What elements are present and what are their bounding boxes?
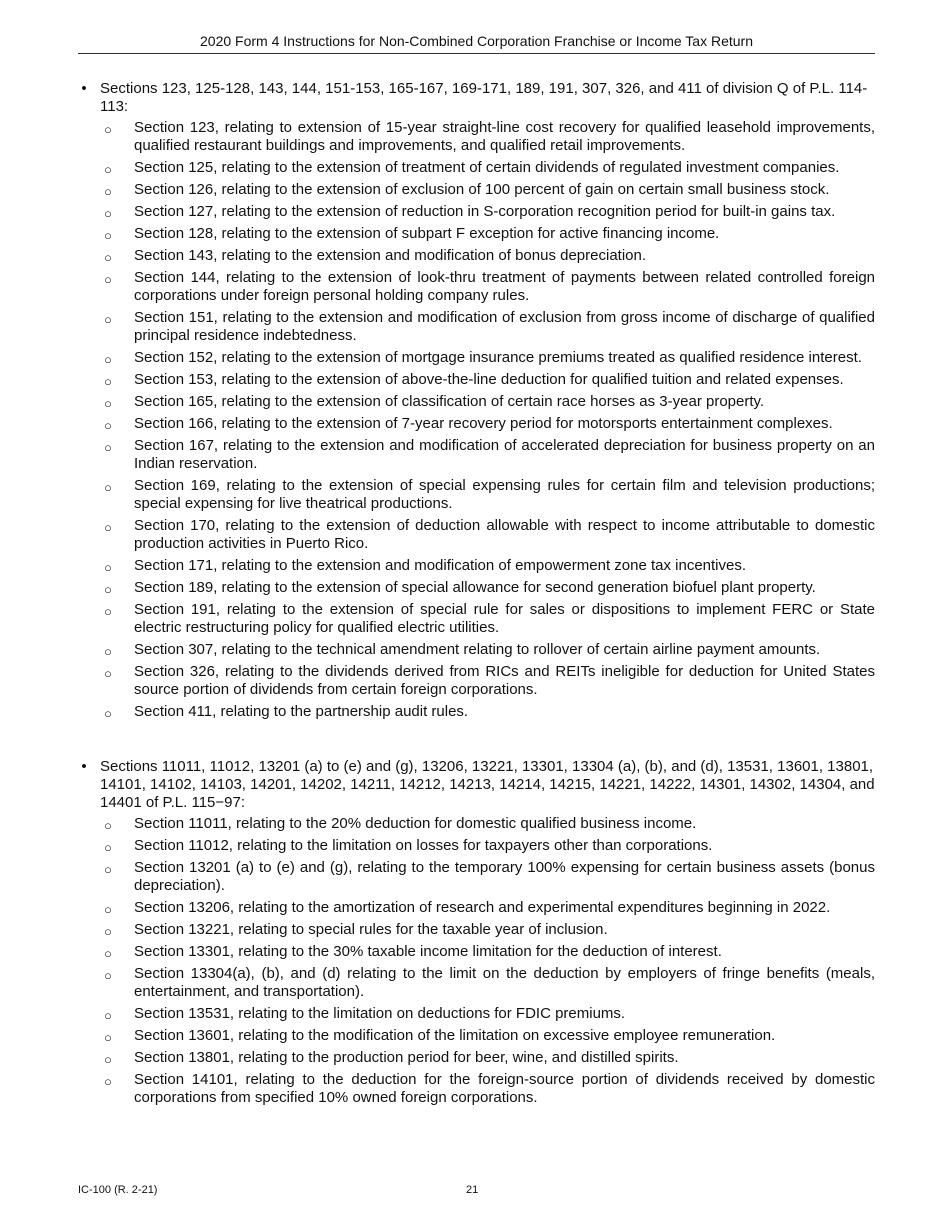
list-item <box>100 225 875 243</box>
list-item <box>100 579 875 597</box>
circle-bullet-icon: ○ <box>104 396 112 411</box>
list-item-text: Section 326, relating to the dividends derived from RICs and REITs ineligible for deduction for United States source portion of dividends from certain foreign corporations. <box>134 663 875 698</box>
circle-bullet-icon: ○ <box>104 440 112 455</box>
circle-bullet-icon: ○ <box>104 206 112 221</box>
section-list <box>78 80 875 1107</box>
list-item <box>100 415 875 433</box>
list-item <box>100 309 875 345</box>
circle-bullet-icon: ○ <box>104 604 112 619</box>
list-item <box>100 557 875 575</box>
list-item <box>100 899 875 917</box>
list-item-text: Section 166, relating to the extension of 7-year recovery period for motorsports entertainment complexes. <box>134 415 833 432</box>
list-item-text: Section 127, relating to the extension of reduction in S-corporation recognition period for built-in gains tax. <box>134 203 836 220</box>
circle-bullet-icon: ○ <box>104 582 112 597</box>
list-item <box>100 1027 875 1045</box>
circle-bullet-icon: ○ <box>104 862 112 877</box>
list-item <box>100 965 875 1001</box>
list-item-text: Section 13201 (a) to (e) and (g), relating to the temporary 100% expensing for certain business assets (bonus depreciation). <box>134 859 875 894</box>
list-item <box>100 349 875 367</box>
bullet-icon: • <box>81 80 87 97</box>
list-item <box>100 247 875 265</box>
document-body <box>78 80 875 1111</box>
list-item-text: Section 167, relating to the extension and modification of accelerated depreciation for business property on an Indian reservation. <box>134 437 875 472</box>
list-item <box>100 641 875 659</box>
list-item <box>100 269 875 305</box>
circle-bullet-icon: ○ <box>104 374 112 389</box>
list-item <box>100 837 875 855</box>
list-item-text: Section 307, relating to the technical amendment relating to rollover of certain airline payment amounts. <box>134 641 821 658</box>
list-item <box>100 477 875 513</box>
list-item-text: Section 170, relating to the extension of deduction allowable with respect to income attributable to domestic production activities in Puerto Rico. <box>134 517 875 552</box>
header-divider <box>78 53 875 54</box>
list-item <box>100 921 875 939</box>
list-item <box>100 119 875 155</box>
circle-bullet-icon: ○ <box>104 1074 112 1089</box>
list-item-text: Section 13221, relating to special rules for the taxable year of inclusion. <box>134 921 608 938</box>
circle-bullet-icon: ○ <box>104 162 112 177</box>
list-item <box>100 181 875 199</box>
list-item <box>100 815 875 833</box>
circle-bullet-icon: ○ <box>104 250 112 265</box>
list-item <box>100 859 875 895</box>
list-item-text: Section 144, relating to the extension of look-thru treatment of payments between related controlled foreign corporations under foreign personal holding company rules. <box>134 269 875 304</box>
list-item-text: Section 11012, relating to the limitation on losses for taxpayers other than corporations. <box>134 837 713 854</box>
circle-bullet-icon: ○ <box>104 520 112 535</box>
list-item-text: Section 143, relating to the extension and modification of bonus depreciation. <box>134 247 647 264</box>
circle-bullet-icon: ○ <box>104 1008 112 1023</box>
circle-bullet-icon: ○ <box>104 352 112 367</box>
list-item-text: Section 11011, relating to the 20% deduction for domestic qualified business income. <box>134 815 697 832</box>
section-group <box>78 758 875 1107</box>
circle-bullet-icon: ○ <box>104 644 112 659</box>
subsection-list <box>100 119 875 721</box>
list-item <box>100 437 875 473</box>
circle-bullet-icon: ○ <box>104 840 112 855</box>
circle-bullet-icon: ○ <box>104 968 112 983</box>
list-item-text: Section 152, relating to the extension of mortgage insurance premiums treated as qualified residence interest. <box>134 349 862 366</box>
bullet-icon: • <box>81 758 87 775</box>
list-item-text: Section 191, relating to the extension of special rule for sales or dispositions to implement FERC or State electric restructuring policy for qualified electric utilities. <box>134 601 875 636</box>
footer-page-number: 21 <box>466 1184 479 1196</box>
circle-bullet-icon: ○ <box>104 122 112 137</box>
list-item-text: Section 125, relating to the extension of treatment of certain dividends of regulated investment companies. <box>134 159 840 176</box>
list-item <box>100 393 875 411</box>
list-item <box>100 663 875 699</box>
circle-bullet-icon: ○ <box>104 1030 112 1045</box>
circle-bullet-icon: ○ <box>104 228 112 243</box>
circle-bullet-icon: ○ <box>104 666 112 681</box>
list-item-text: Section 123, relating to extension of 15-year straight-line cost recovery for qualified leasehold improvements, qualified restaurant buildings and improvements, and qualified retail improvements. <box>134 119 875 154</box>
list-item <box>100 601 875 637</box>
section-group <box>78 80 875 721</box>
list-item-text: Section 13304(a), (b), and (d) relating to the limit on the deduction by employers of fringe benefits (meals, entertainment, and transportation). <box>134 965 875 1000</box>
circle-bullet-icon: ○ <box>104 184 112 199</box>
subsection-list <box>100 815 875 1107</box>
circle-bullet-icon: ○ <box>104 902 112 917</box>
list-item-text: Section 189, relating to the extension of special allowance for second generation biofuel plant property. <box>134 579 816 596</box>
circle-bullet-icon: ○ <box>104 480 112 495</box>
list-item-text: Section 13531, relating to the limitation on deductions for FDIC premiums. <box>134 1005 626 1022</box>
circle-bullet-icon: ○ <box>104 706 112 721</box>
list-item-text: Section 13206, relating to the amortization of research and experimental expenditures beginning in 2022. <box>134 899 831 916</box>
footer-form-id: IC-100 (R. 2-21) <box>78 1184 158 1196</box>
list-item-text: Section 153, relating to the extension of above-the-line deduction for qualified tuition and related expenses. <box>134 371 844 388</box>
list-item-text: Section 128, relating to the extension of subpart F exception for active financing income. <box>134 225 720 242</box>
list-item <box>100 943 875 961</box>
list-item-text: Section 13801, relating to the production period for beer, wine, and distilled spirits. <box>134 1049 679 1066</box>
page-header-title: 2020 Form 4 Instructions for Non-Combined Corporation Franchise or Income Tax Return <box>200 33 753 49</box>
list-item <box>100 517 875 553</box>
list-item <box>100 703 875 721</box>
list-item-text: Section 411, relating to the partnership audit rules. <box>134 703 469 720</box>
list-item-text: Section 165, relating to the extension of classification of certain race horses as 3-year property. <box>134 393 765 410</box>
list-item-text: Section 126, relating to the extension of exclusion of 100 percent of gain on certain small business stock. <box>134 181 830 198</box>
list-item-text: Section 151, relating to the extension and modification of exclusion from gross income of discharge of qualified principal residence indebtedness. <box>134 309 875 344</box>
circle-bullet-icon: ○ <box>104 946 112 961</box>
circle-bullet-icon: ○ <box>104 560 112 575</box>
list-item <box>100 1071 875 1107</box>
list-item <box>100 159 875 177</box>
circle-bullet-icon: ○ <box>104 272 112 287</box>
list-item <box>100 1005 875 1023</box>
circle-bullet-icon: ○ <box>104 924 112 939</box>
list-item <box>100 1049 875 1067</box>
list-item-text: Section 13601, relating to the modification of the limitation on excessive employee remuneration. <box>134 1027 776 1044</box>
circle-bullet-icon: ○ <box>104 418 112 433</box>
list-item-text: Section 13301, relating to the 30% taxable income limitation for the deduction of interest. <box>134 943 722 960</box>
list-item-text: Section 14101, relating to the deduction for the foreign-source portion of dividends received by domestic corporations from specified 10% owned foreign corporations. <box>134 1071 875 1106</box>
list-item <box>100 371 875 389</box>
section-heading: Sections 11011, 11012, 13201 (a) to (e) and (g), 13206, 13221, 13301, 13304 (a), (b), and (d), 13531, 13601, 13801, 14101, 14102, 14103, 14201, 14202, 14211, 14212, 14213, 14214, 14215, 14221, 14222, 14301, 14302, 14304, and 14401 of P.L. 115−97: <box>100 758 875 811</box>
list-item <box>100 203 875 221</box>
circle-bullet-icon: ○ <box>104 312 112 327</box>
circle-bullet-icon: ○ <box>104 818 112 833</box>
list-item-text: Section 169, relating to the extension of special expensing rules for certain film and television productions; special expensing for live theatrical productions. <box>134 477 875 512</box>
section-heading: Sections 123, 125-128, 143, 144, 151-153, 165-167, 169-171, 189, 191, 307, 326, and 411 of division Q of P.L. 114-113: <box>100 80 868 115</box>
list-item-text: Section 171, relating to the extension and modification of empowerment zone tax incentives. <box>134 557 747 574</box>
circle-bullet-icon: ○ <box>104 1052 112 1067</box>
